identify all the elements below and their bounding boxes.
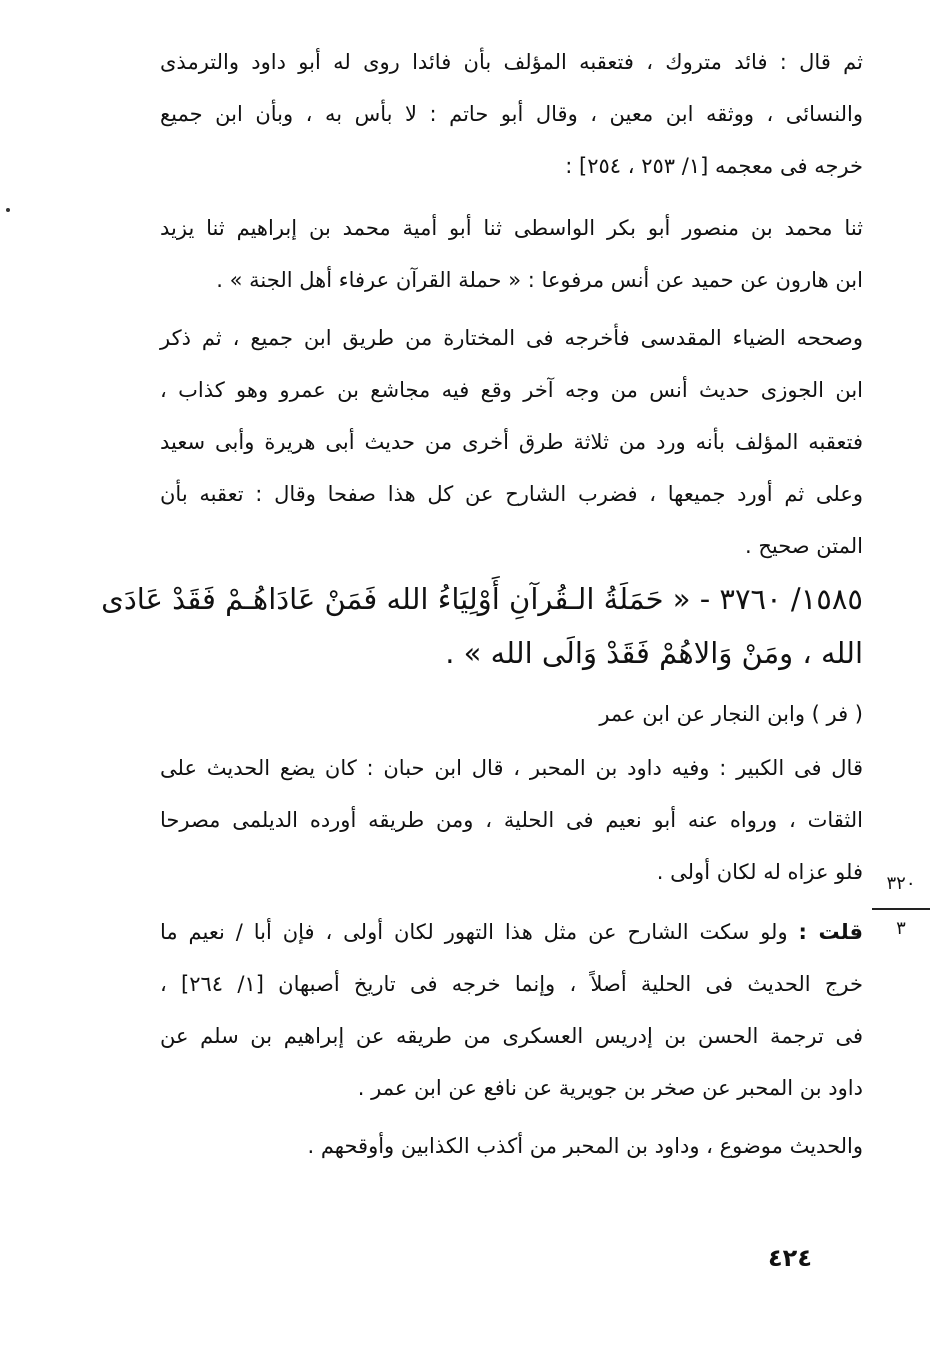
text-line: وصححه الضياء المقدسى فأخرجه فى المختارة من طريق ابن جميع ، ثم ذكر: [160, 326, 863, 350]
text-line: ثنا محمد بن منصور أبو بكر الواسطى ثنا أبو أمية محمد بن إبراهيم ثنا يزيد: [160, 216, 863, 240]
paragraph-1: [160, 36, 863, 192]
hadith-line: الله ، ومَنْ وَالاهُمْ فَقَدْ وَالَى الله » .: [445, 636, 863, 670]
hadith-line: ١٥٨٥/ ٣٧٦٠ - « حَمَلَةُ الـقُرآنِ أَوْلِيَاءُ الله فَمَنْ عَادَاهُـمْ فَقَدْ عَادَى: [101, 582, 863, 616]
hadith-text: [101, 572, 863, 680]
margin-volume-page: ٣٢٠: [886, 873, 916, 894]
text-segment: ولو سكت الشارح عن مثل هذا التهور لكان أولى ، فإن أبا / نعيم ما: [160, 920, 788, 944]
paragraph-5: [160, 906, 863, 1114]
text-line: المتن صحيح .: [744, 534, 863, 558]
paragraph-4: [160, 742, 863, 898]
page-number: ٤٢٤: [768, 1244, 812, 1272]
text-line: [160, 906, 863, 958]
text-line: والنسائى ، ووثقه ابن معين ، وقال أبو حاتم : لا بأس به ، وبأن ابن جميع: [160, 102, 863, 126]
text-line: فى ترجمة الحسن بن إدريس العسكرى من طريقه عن إبراهيم بن سلم عن: [160, 1024, 863, 1048]
paragraph-6: [160, 1120, 863, 1172]
scan-speck: [6, 208, 10, 212]
paragraph-2: [160, 202, 863, 306]
margin-divider: [872, 908, 930, 910]
margin-reference: [872, 870, 930, 942]
text-line: خرجه فى معجمه [١/ ٢٥٣ ، ٢٥٤] :: [565, 154, 863, 178]
text-line: فلو عزاه له لكان أولى .: [656, 860, 863, 884]
text-line: وعلى ثم أورد جميعها ، فضرب الشارح عن كل هذا صفحا وقال : تعقبه بأن: [160, 482, 863, 506]
qultu-label: قلت :: [798, 920, 864, 944]
paragraph-3: [160, 312, 863, 572]
source-line: ( فر ) وابن النجار عن ابن عمر: [599, 702, 863, 726]
text-line: ثم قال : فائد متروك ، فتعقبه المؤلف بأن فائدا روى له أبو داود والترمذى: [160, 50, 863, 74]
text-line: الثقات ، ورواه عنه أبو نعيم فى الحلية ، ومن طريقه أورده الديلمى مصرحا: [160, 808, 863, 832]
text-line: قال فى الكبير : وفيه داود بن المحبر ، قال ابن حبان : كان يضع الحديث على: [160, 756, 863, 780]
text-line: ابن هارون عن حميد عن أنس مرفوعا : « حملة القرآن عرفاء أهل الجنة » .: [216, 268, 863, 292]
text-line: ابن الجوزى حديث أنس من وجه آخر وقع فيه مجاشع بن عمرو وهو كذاب ،: [160, 378, 863, 402]
text-line: والحديث موضوع ، وداود بن المحبر من أكذب الكذابين وأوقحهم .: [307, 1134, 863, 1158]
text-line: فتعقبه المؤلف بأنه ورد من ثلاثة طرق أخرى من حديث أبى هريرة وأبى سعيد: [160, 430, 863, 454]
text-line: داود بن المحبر عن صخر بن جويرية عن نافع عن ابن عمر .: [357, 1076, 863, 1100]
hadith-source: [160, 688, 863, 740]
margin-part: ٣: [896, 918, 906, 939]
text-line: خرج الحديث فى الحلية أصلاً ، وإنما خرجه فى تاريخ أصبهان [١/ ٢٦٤] ،: [160, 972, 863, 996]
